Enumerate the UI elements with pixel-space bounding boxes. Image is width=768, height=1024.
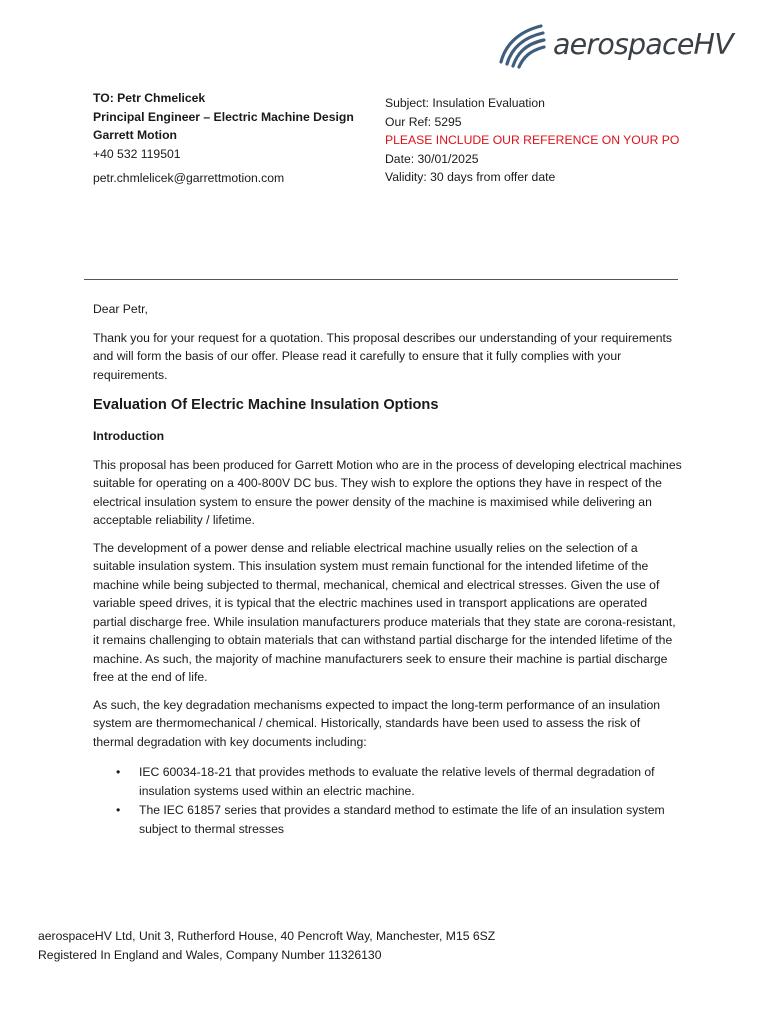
company-logo xyxy=(497,22,742,70)
recipient-to: TO: Petr Chmelicek xyxy=(93,91,206,105)
logo-wordmark: aerospaceHV xyxy=(553,28,733,61)
body-paragraph: This proposal has been produced for Garrett Motion who are in the process of developing electrical machines suitable for operating on a 400-800V DC bus. They wish to explore the options they have in respect of the electrical insulation system to ensure the power density of the machine is maximised while delivering an acceptable reliability / lifetime. xyxy=(93,457,682,527)
bullet-dot: • xyxy=(116,803,121,817)
page-footer xyxy=(38,927,638,964)
section-heading: Evaluation Of Electric Machine Insulation Options xyxy=(93,397,439,413)
letter-body xyxy=(93,300,683,839)
salutation: Dear Petr, xyxy=(93,302,148,316)
list-item-text: IEC 60034-18-21 that provides methods to evaluate the relative levels of thermal degradation of insulation systems used within an electric machine. xyxy=(139,765,655,798)
offer-validity: Validity: 30 days from offer date xyxy=(385,170,556,184)
recipient-title: Principal Engineer – Electric Machine Design xyxy=(93,109,354,124)
header-divider xyxy=(84,279,678,280)
footer-address: aerospaceHV Ltd, Unit 3, Rutherford House, 40 Pencroft Way, Manchester, M15 6SZ xyxy=(38,929,496,943)
recipient-phone: +40 532 119501 xyxy=(93,146,181,161)
offer-date: Date: 30/01/2025 xyxy=(385,151,479,166)
list-item xyxy=(116,801,683,838)
footer-registration: Registered In England and Wales, Company Number 11326130 xyxy=(38,947,382,962)
bullet-dot: • xyxy=(116,765,121,779)
offer-subject: Subject: Insulation Evaluation xyxy=(385,96,545,110)
offer-ref: Our Ref: 5295 xyxy=(385,114,462,129)
section-subheading: Introduction xyxy=(93,429,165,443)
standards-list xyxy=(93,763,683,838)
intro-paragraph: Thank you for your request for a quotation. This proposal describes our understanding of your requirements and will form the basis of our offer. Please read it carefully to ensure that it fully complies with your requirements. xyxy=(93,330,673,382)
recipient-email: petr.chmlelicek@garrettmotion.com xyxy=(93,171,285,185)
list-item-text: The IEC 61857 series that provides a standard method to estimate the life of an insulation system subject to thermal stresses xyxy=(139,803,665,836)
aerospacehv-swoosh-icon xyxy=(497,22,549,70)
list-item xyxy=(116,763,683,800)
recipient-block xyxy=(93,89,378,188)
body-paragraph: As such, the key degradation mechanisms expected to impact the long-term performance of an insulation system are thermomechanical / chemical. Historically, standards have been used to assess the risk of thermal degradation with key documents including: xyxy=(93,697,661,749)
offer-details xyxy=(385,94,685,187)
offer-notice: PLEASE INCLUDE OUR REFERENCE ON YOUR PO xyxy=(385,133,680,147)
body-paragraph: The development of a power dense and reliable electrical machine usually relies on the selection of a suitable insulation system. This insulation system must remain functional for the intended lifetime of the machine while being subjected to thermal, mechanical, chemical and electrical stresses. Given the use of variable speed drives, it is typical that the electric machines used in transport applications are operated partial discharge free. While insulation manufacturers produce materials that they state are corona-resistant, it remains challenging to obtain materials that can withstand partial discharge for the intended lifetime of the machine. As such, the majority of machine manufacturers seek to ensure their machine is partial discharge free at the end of life. xyxy=(93,540,676,684)
recipient-company: Garrett Motion xyxy=(93,128,177,142)
